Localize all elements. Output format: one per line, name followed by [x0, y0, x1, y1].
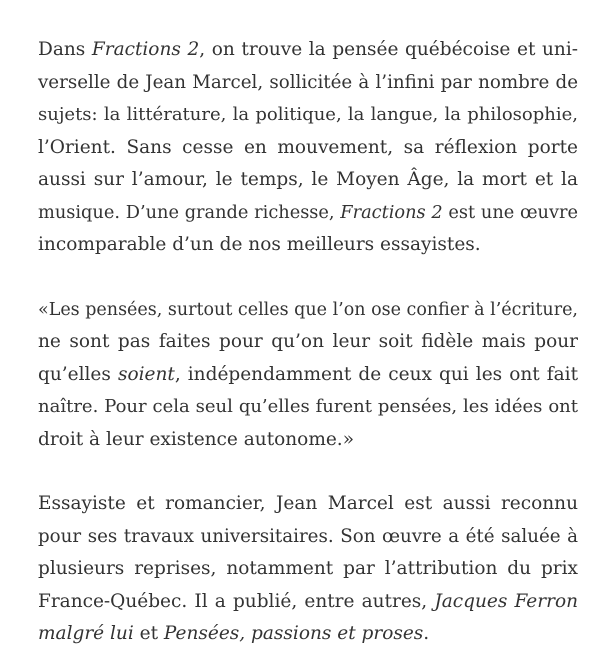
text-line — [38, 99, 578, 132]
text-run: verselle de Jean Marcel, sollicitée à l’infini par nombre de — [38, 71, 578, 93]
text-line — [38, 34, 578, 67]
text-run: , on trouve la pensée québécoise et uni- — [199, 39, 578, 60]
text-line — [38, 132, 578, 165]
paragraph-description — [38, 34, 578, 262]
text-run: . — [423, 623, 430, 644]
text-line — [38, 424, 578, 457]
italic-text: Fractions 2 — [340, 202, 443, 223]
text-run: incomparable d’un de nos meilleurs essayistes. — [38, 234, 481, 255]
text-run: pour ses travaux universitaires. Son œuvre a été saluée à — [38, 525, 578, 547]
back-cover-text — [38, 34, 578, 651]
text-run: qu’elles — [38, 363, 118, 385]
text-line — [38, 197, 578, 230]
paragraph-quote — [38, 294, 578, 457]
text-line — [38, 521, 578, 554]
text-line — [38, 164, 578, 197]
text-line — [38, 391, 578, 424]
text-run: droit à leur existence autonome.» — [38, 428, 355, 450]
text-run: aussi sur l’amour, le temps, le Moyen Âge, la mort et la — [38, 169, 578, 190]
text-line — [38, 326, 578, 359]
italic-text: Pensées, passions et proses — [163, 623, 424, 644]
text-line — [38, 67, 578, 100]
text-line — [38, 488, 578, 521]
text-run: est une œuvre — [442, 202, 578, 223]
text-line — [38, 586, 578, 619]
text-line — [38, 553, 578, 586]
paragraph-author-bio — [38, 488, 578, 651]
text-run: sujets: la littérature, la politique, la langue, la philosophie, — [38, 104, 578, 125]
italic-text: Jacques Ferron — [434, 590, 578, 612]
text-line — [38, 229, 578, 262]
text-run: «Les pensées, surtout celles que l’on ose confier à l’écriture, — [38, 299, 578, 320]
text-run: l’Orient. Sans cesse en mouvement, sa réflexion porte — [38, 136, 578, 158]
text-run: , indépendamment de ceux qui les ont fait — [174, 363, 579, 385]
text-run: Essayiste et romancier, Jean Marcel est aussi reconnu — [38, 493, 578, 514]
text-line — [38, 359, 578, 392]
text-run: France-Québec. Il a publié, entre autres, — [38, 590, 435, 612]
text-run: ne sont pas faites pour qu’on leur soit fidèle mais pour — [38, 331, 578, 352]
italic-text: soient — [117, 363, 175, 385]
text-run: Dans — [38, 39, 92, 60]
italic-text: malgré lui — [38, 623, 134, 644]
text-run: plusieurs reprises, notamment par l’attribution du prix — [38, 558, 578, 579]
text-line — [38, 618, 578, 651]
italic-text: Fractions 2 — [91, 39, 200, 60]
text-run: musique. D’une grande richesse, — [38, 202, 341, 223]
text-run: naître. Pour cela seul qu’elles furent pensées, les idées ont — [38, 396, 578, 417]
text-line — [38, 294, 578, 327]
text-run: et — [133, 623, 164, 644]
